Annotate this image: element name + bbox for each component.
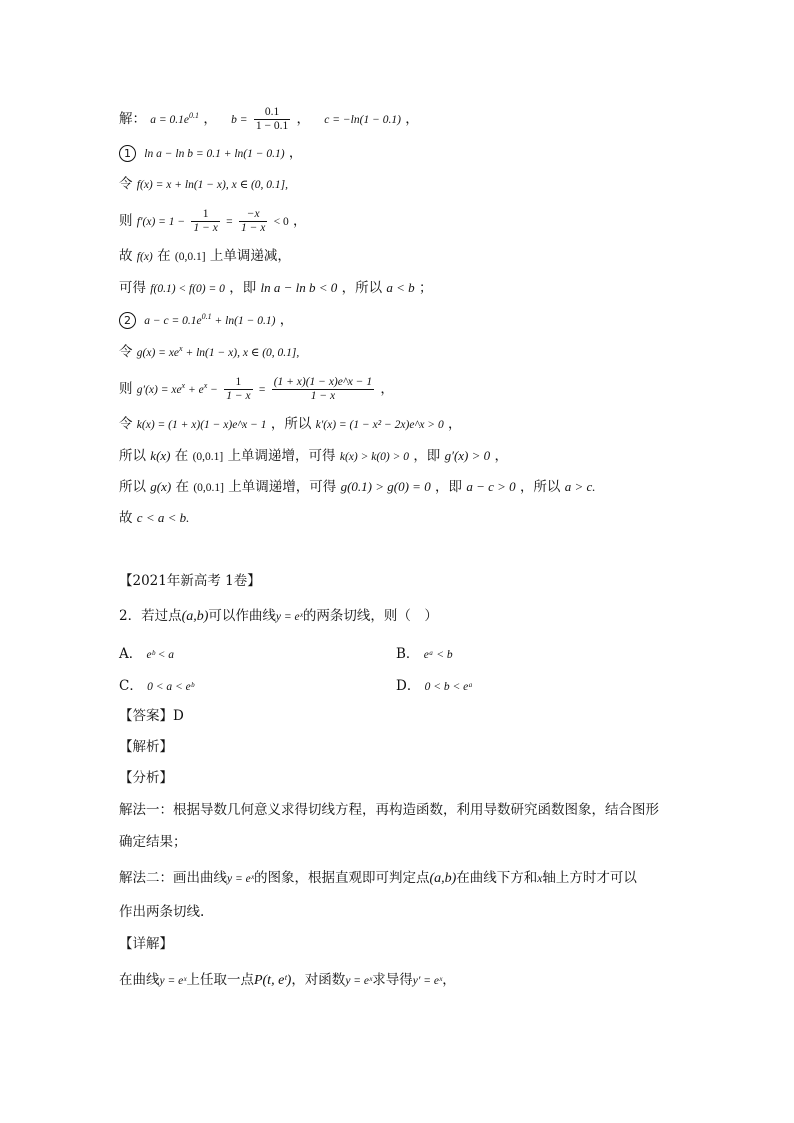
intro-label: 解： [119,111,146,127]
f-definition: f(x) = x + ln(1 − x), x ∈ (0, 0.1], [136,179,289,191]
option-b: B． eᵃ < b [396,646,453,662]
option-d: D． 0 < b < eᵃ [396,678,473,694]
interval: (0,0.1] [174,251,206,263]
b-fraction: $\frac{0.1}{1 - 0.1}$ [255,106,289,132]
final-conclusion-line: 故 c < a < b. [119,510,190,526]
solution-intro-line: 解： $a = 0.1e^{0.1}$ ， b = $\frac{0.1}{1 - 0.1}$ ， c = −ln(1 − 0.1) ， [119,106,419,132]
f-monotone-line: 故 f(x) 在 (0,0.1] 上单调递减， [119,248,291,264]
c-definition: c = −ln(1 − 0.1) [324,114,401,126]
k-definition: k(x) = (1 + x)(1 − x)e^x − 1 [136,419,267,431]
method1-line1: 解法一：根据导数几何意义求得切线方程，再构造函数，利用导数研究函数图象，结合图形 [119,802,659,818]
g-definition: $g(x) = xe^x + \ln(1 - x)$, x ∈ (0, 0.1], [136,344,300,359]
f-derivative-line: 则 f′(x) = 1 − $\frac{1}{1 - x}$ = $\frac{-x}{1 - x}$ < 0 ， [119,208,307,234]
analysis-heading: 【解析】 [119,739,173,755]
question-source: 【2021年新高考 1卷】 [119,573,261,589]
k-derivative: k′(x) = (1 − x² − 2x)e^x > 0 [315,419,444,431]
f-derivative-fraction-1: $\frac{1}{1 - x}$ [193,208,218,234]
analysis-subheading: 【分析】 [119,770,173,786]
g-monotone-line: 所以 g(x) 在 (0,0.1] 上单调递增，可得 g(0.1) > g(0) = 0 ，即 a − c > 0 ，所以 a > c. [119,479,596,495]
then-label: 则 [119,213,133,229]
answer: 【答案】D [119,708,184,724]
method2-line2: 作出两条切线. [119,904,205,920]
step1-expression: ln a − ln b = 0.1 + ln(1 − 0.1) [144,148,285,160]
method1-line2: 确定结果； [119,834,187,850]
final-inequality: c < a < b. [136,510,190,525]
step2-line: 2 $a - c = 0.1e^{0.1} + \ln(1 - 0.1)$ ， [119,310,293,331]
method2-line1: 解法二：画出曲线y = eˣ的图象，根据直观即可判定点(a,b)在曲线下方和x轴上方时才可以 [119,870,637,886]
g-derivative-fraction-1: $\frac{1}{1 - x}$ [226,376,251,402]
step1-line: 1 ln a − ln b = 0.1 + ln(1 − 0.1) ， [119,143,302,164]
g-definition-line: 令 $g(x) = xe^x + \ln(1 - x)$, x ∈ (0, 0.1], [119,344,300,360]
a-definition: $a = 0.1e^{0.1}$ [150,111,200,126]
g-derivative-line: 则 $g'(x) = xe^x + e^x$ − $\frac{1}{1 - x}$ = $\frac{(1 + x)(1 - x)e\^{}x - 1}{1 - x}$ ， [119,376,394,402]
option-c: C． 0 < a < eᵇ [119,678,194,694]
question-stem: 2．若过点(a,b)可以作曲线y = eˣ的两条切线，则（ ） [119,608,438,624]
f-name: f(x) [136,251,153,263]
conclusion1-line: 可得 f(0.1) < f(0) = 0 ，即 ln a − ln b < 0 ，所以 a < b ； [119,280,433,296]
step1-marker: 1 [119,145,136,162]
option-a: A． eᵇ < a [119,646,175,662]
k-definition-line: 令 k(x) = (1 + x)(1 − x)e^x − 1 ，所以 k′(x) = (1 − x² − 2x)e^x > 0 ， [119,416,462,432]
b-definition-lhs: b = [231,114,248,126]
let-label: 令 [119,176,133,192]
detail-line: 在曲线y = eˣ上任取一点P(t, eᵗ)，对函数y = eˣ求导得y′ = eˣ， [119,972,456,988]
k-monotone-line: 所以 k(x) 在 (0,0.1] 上单调递增，可得 k(x) > k(0) > 0 ，即 g′(x) > 0 ， [119,448,508,464]
step2-expression: $a - c = 0.1e^{0.1} + \ln(1 - 0.1)$ [144,312,276,327]
comma: ， [203,111,217,127]
f-derivative-fraction-2: $\frac{-x}{1 - x}$ [240,208,266,234]
detail-heading: 【详解】 [119,936,173,952]
step2-marker: 2 [119,312,136,329]
g-derivative-fraction-2: $\frac{(1 + x)(1 - x)e\^{}x - 1}{1 - x}$ [273,376,373,402]
f-definition-line [119,174,288,195]
f-derivative-lhs: f′(x) = 1 − [136,216,186,228]
g-derivative-lhs: $g'(x) = xe^x + e^x$ − [136,381,218,396]
